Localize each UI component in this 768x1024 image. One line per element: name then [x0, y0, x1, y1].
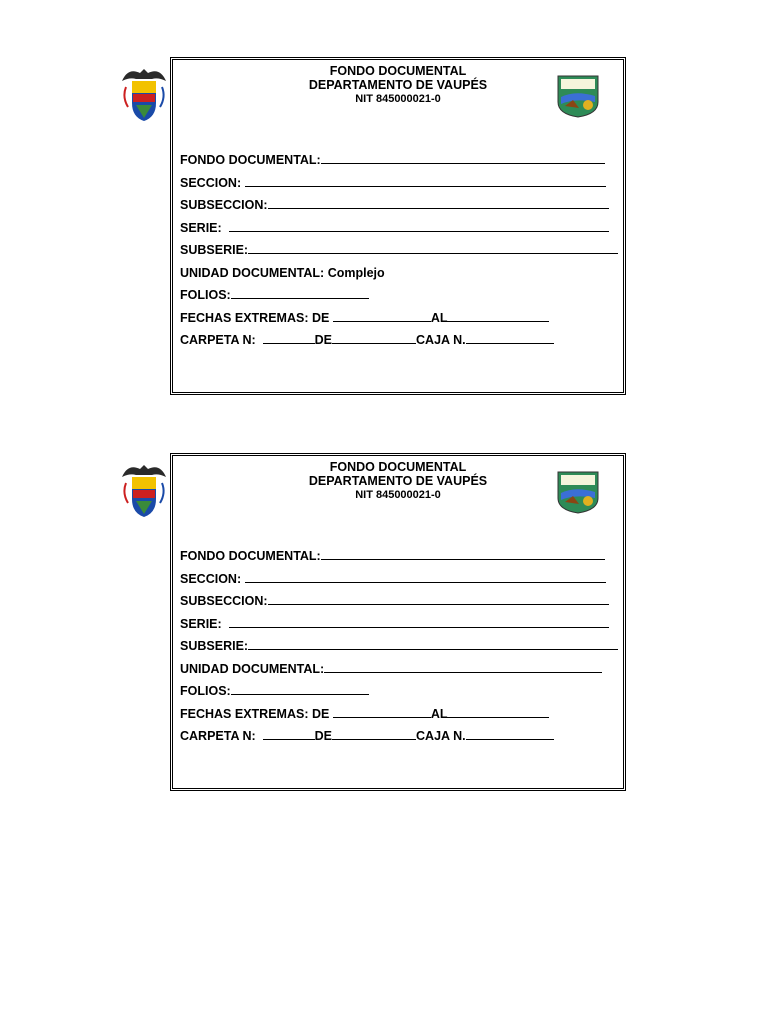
- fill-line[interactable]: [229, 220, 609, 232]
- fill-line[interactable]: [268, 593, 609, 605]
- field-label: SUBSECCION:: [180, 198, 268, 212]
- fill-line[interactable]: [447, 706, 549, 718]
- field-label: SUBSERIE:: [180, 243, 249, 257]
- nit-number: NIT 845000021-0: [355, 489, 441, 501]
- fill-line[interactable]: [332, 332, 416, 344]
- field-seccion: [180, 568, 618, 591]
- field-label: FONDO DOCUMENTAL:: [180, 153, 321, 167]
- field-label: FOLIOS:: [180, 684, 231, 698]
- field-folios: [180, 680, 618, 703]
- field-label-al: AL: [430, 706, 448, 721]
- field-subseccion: [180, 194, 618, 217]
- vaupes-department-logo-icon: [555, 72, 601, 118]
- fill-line[interactable]: [321, 548, 605, 560]
- vaupes-department-logo-icon: [555, 468, 601, 514]
- field-label: UNIDAD DOCUMENTAL:: [180, 265, 325, 280]
- fill-line[interactable]: [231, 683, 369, 695]
- field-fondo-documental: [180, 545, 618, 568]
- field-fechas-extremas: [180, 307, 618, 330]
- field-label: CARPETA N:: [180, 333, 256, 347]
- fill-line[interactable]: [324, 661, 602, 673]
- field-subserie: [180, 635, 618, 658]
- field-fechas-extremas: [180, 703, 618, 726]
- field-label-caja: CAJA N.: [416, 729, 466, 743]
- fill-line[interactable]: [333, 310, 431, 322]
- colombia-coat-of-arms-icon: [118, 63, 170, 125]
- fondo-title: FONDO DOCUMENTAL: [329, 64, 467, 78]
- field-subseccion: [180, 590, 618, 613]
- field-unidad-documental: [180, 658, 618, 681]
- field-serie: [180, 217, 618, 240]
- field-carpeta: [180, 725, 618, 748]
- fill-line[interactable]: [466, 728, 554, 740]
- field-label: SERIE:: [180, 616, 222, 631]
- label-fields: [180, 149, 618, 352]
- fill-line[interactable]: [263, 728, 315, 740]
- field-label: FOLIOS:: [180, 288, 231, 302]
- fill-line[interactable]: [447, 310, 549, 322]
- field-label: SECCION:: [180, 175, 242, 190]
- field-label: FONDO DOCUMENTAL:: [180, 549, 321, 563]
- field-label-caja: CAJA N.: [416, 333, 466, 347]
- field-label: CARPETA N:: [180, 729, 256, 743]
- fill-line[interactable]: [245, 571, 606, 583]
- fill-line[interactable]: [245, 175, 606, 187]
- field-label: SERIE:: [180, 220, 222, 235]
- fill-line[interactable]: [248, 242, 618, 254]
- field-label: FECHAS EXTREMAS: DE: [180, 310, 330, 325]
- field-folios: [180, 284, 618, 307]
- field-unidad-documental: [180, 262, 618, 285]
- field-serie: [180, 613, 618, 636]
- unidad-value: Complejo: [327, 265, 385, 280]
- fill-line[interactable]: [321, 152, 605, 164]
- fill-line[interactable]: [332, 728, 416, 740]
- fill-line[interactable]: [333, 706, 431, 718]
- field-subserie: [180, 239, 618, 262]
- field-label: UNIDAD DOCUMENTAL:: [180, 661, 325, 676]
- field-fondo-documental: [180, 149, 618, 172]
- field-label-de: DE: [314, 333, 333, 347]
- fondo-title: FONDO DOCUMENTAL: [329, 460, 467, 474]
- label-fields: [180, 545, 618, 748]
- field-label-de: DE: [314, 729, 333, 743]
- label-card-2: [170, 453, 626, 791]
- field-label: SUBSECCION:: [180, 594, 268, 608]
- department-name: DEPARTAMENTO DE VAUPÉS: [308, 78, 488, 92]
- department-name: DEPARTAMENTO DE VAUPÉS: [308, 474, 488, 488]
- fill-line[interactable]: [248, 638, 618, 650]
- nit-number: NIT 845000021-0: [355, 93, 441, 105]
- fill-line[interactable]: [268, 197, 609, 209]
- fill-line[interactable]: [263, 332, 315, 344]
- fill-line[interactable]: [466, 332, 554, 344]
- field-label: FECHAS EXTREMAS: DE: [180, 706, 330, 721]
- colombia-coat-of-arms-icon: [118, 459, 170, 521]
- field-label: SECCION:: [180, 571, 242, 586]
- field-carpeta: [180, 329, 618, 352]
- field-seccion: [180, 172, 618, 195]
- fill-line[interactable]: [231, 287, 369, 299]
- field-label-al: AL: [430, 310, 448, 325]
- field-label: SUBSERIE:: [180, 639, 249, 653]
- label-card-1: [170, 57, 626, 395]
- fill-line[interactable]: [229, 616, 609, 628]
